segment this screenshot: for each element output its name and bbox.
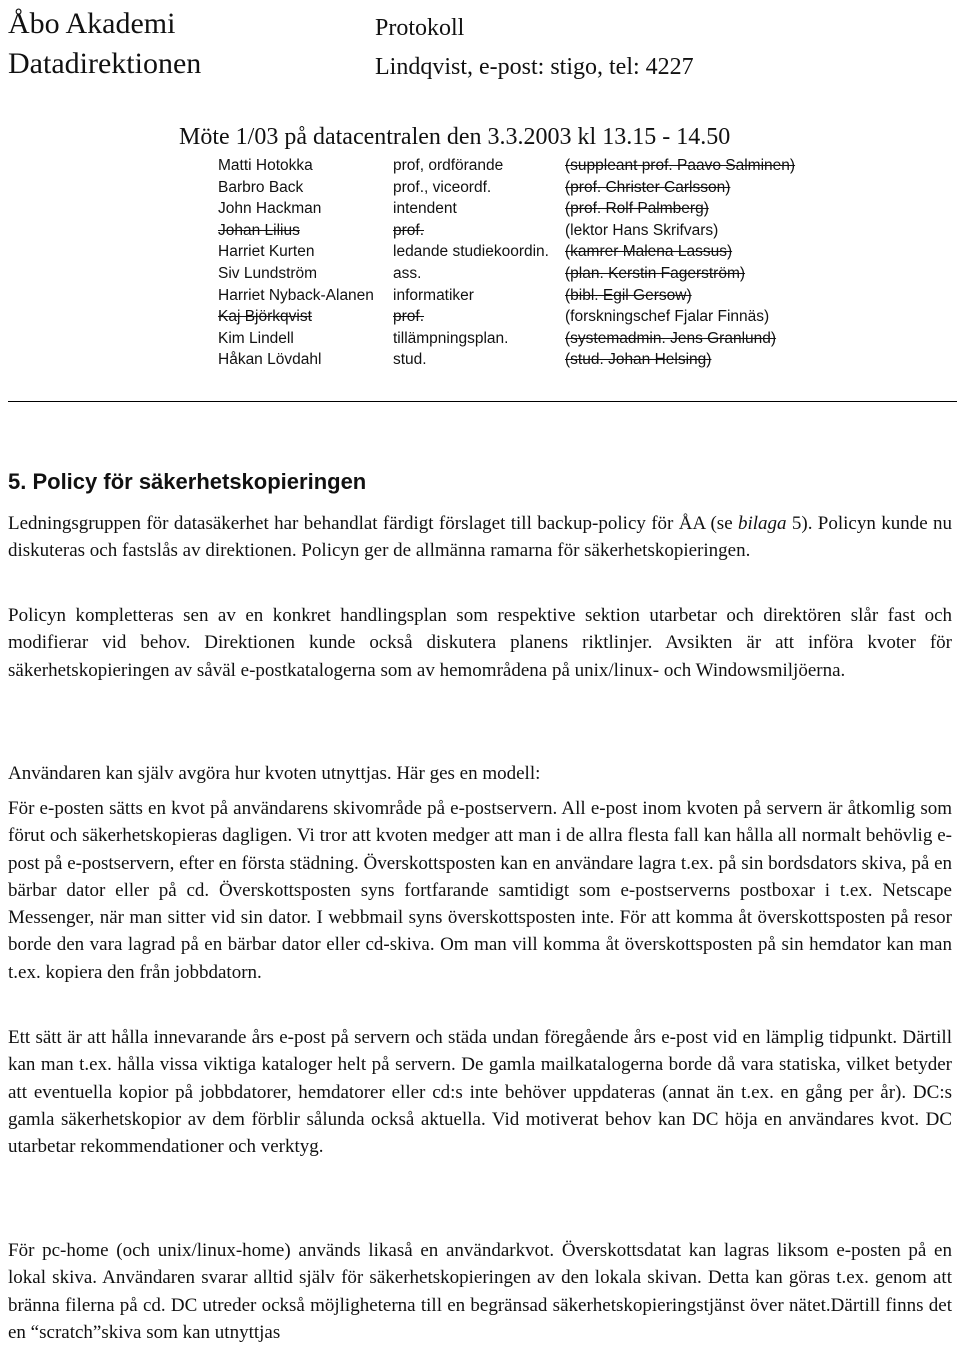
attendee-name: Harriet Kurten xyxy=(218,243,315,261)
attendees-table xyxy=(218,155,795,371)
attendee-row xyxy=(218,198,795,220)
attendee-name: Kaj Björkqvist xyxy=(218,308,312,326)
attendee-role: tillämpningsplan. xyxy=(393,329,509,347)
attendee-deputy: (suppleant prof. Paavo Salminen) xyxy=(565,157,796,174)
attendee-deputy: (bibl. Egil Gersow) xyxy=(565,286,692,304)
paragraph-4: För e-posten sätts en kvot på användarens skivområde på e-postservern. All e-post inom kvoten på servern är åtkomlig som förut och säkerhetskopieras dagligen. Vi tror att kvoten medger att man i de allra flesta fall kan hålla all normalt behövlig e-post på e-postservern, efter en första städning. Överskottsposten kan en användare lagra t.ex. på sin bordsdators skiva, på en bärbar dator eller på cd. Överskottsposten syns fortfarande samtidigt som e-postserverns postboxar i t.ex. Netscape Messenger, när man sitter vid sin dator. I webbmail syns överskottsposten inte. För att komma åt överskottsposten på resor borde den vara lagrad på en bärbar dator eller cd-skiva. Om man vill komma åt överskottsposten på sin hemdator kan man t.ex. kopiera den från jobbdatorn. xyxy=(8,798,952,983)
attendee-role: stud. xyxy=(393,351,427,369)
attendee-deputy: (forskningschef Fjalar Finnäs) xyxy=(565,308,770,326)
attendee-name: Matti Hotokka xyxy=(218,157,313,174)
paragraph-1-italic: bilaga xyxy=(737,513,787,534)
attendee-row xyxy=(218,241,795,263)
attendee-role: intendent xyxy=(393,200,457,218)
attendee-role: prof., viceordf. xyxy=(393,178,492,196)
attendee-deputy: (systemadmin. Jens Granlund) xyxy=(565,329,777,347)
document-type: Protokoll xyxy=(375,15,465,41)
attendee-name: Harriet Nyback-Alanen xyxy=(218,286,374,304)
paragraph-1 xyxy=(8,510,952,565)
org-name: Åbo Akademi xyxy=(8,7,176,40)
attendee-name: Barbro Back xyxy=(218,178,304,196)
attendee-row xyxy=(218,155,795,177)
attendee-row xyxy=(218,285,795,307)
attendee-role: informatiker xyxy=(393,286,474,304)
attendee-role: prof. xyxy=(393,308,425,326)
attendee-name: Siv Lundström xyxy=(218,264,318,282)
paragraph-6: För pc-home (och unix/linux-home) används likaså en användarkvot. Överskottsdatat kan lagras liksom e-posten på en lokal skiva. Användaren svarar alltid själv för säkerhetskopieringen av den lokala skivan. Detta kan göras t.ex. genom att bränna filerna på cd. DC utreder också möjligheterna till en begränsad säkerhetskopieringstjänst över nätet.Därtill finns det en “scratch”skiva som kan utnyttjas xyxy=(8,1240,952,1343)
paragraph-1-text-a: Ledningsgruppen för datasäkerhet har behandlat färdigt förslaget till backup-policy för ÅA (se xyxy=(8,513,738,534)
attendee-role: prof. xyxy=(393,221,425,239)
department-name: Datadirektionen xyxy=(8,47,202,80)
attendee-role: prof, ordförande xyxy=(393,157,504,174)
attendee-deputy: (prof. Rolf Palmberg) xyxy=(565,200,709,218)
paragraph-1-text-b: 5). Policyn kunde nu diskuteras och fastslås av direktionen. Policyn ger de allmänna ramarna för säkerhetskopieringen. xyxy=(8,513,952,562)
attendee-name: Kim Lindell xyxy=(218,329,294,347)
meeting-title: Möte 1/03 på datacentralen den 3.3.2003 kl 13.15 - 14.50 xyxy=(179,124,731,150)
letterhead-organization xyxy=(8,4,201,84)
attendee-name: Håkan Lövdahl xyxy=(218,351,322,369)
attendee-row xyxy=(218,220,795,242)
paragraph-3: Användaren kan själv avgöra hur kvoten utnyttjas. Här ges en modell: xyxy=(8,763,541,784)
attendee-deputy: (stud. Johan Helsing) xyxy=(565,351,712,369)
letterhead-document-info xyxy=(375,9,694,87)
attendee-row xyxy=(218,349,795,371)
attendee-row xyxy=(218,263,795,285)
attendee-name: John Hackman xyxy=(218,200,322,218)
section-heading: 5. Policy för säkerhetskopieringen xyxy=(8,469,367,494)
attendee-name: Johan Lilius xyxy=(218,221,300,239)
attendee-deputy: (plan. Kerstin Fagerström) xyxy=(565,264,746,282)
attendee-row xyxy=(218,177,795,199)
contact-line: Lindqvist, e-post: stigo, tel: 4227 xyxy=(375,54,694,80)
paragraph-2: Policyn kompletteras sen av en konkret handlingsplan som respektive sektion utarbetar och direktören slår fast och modifierar vid behov. Direktionen kunde också diskutera planens riktlinjer. Avsikten är att införa kvoter för säkerhetskopieringen av såväl e-postkatalogerna som av hemområdena på unix/linux- och Windowsmiljöerna. xyxy=(8,605,952,681)
attendee-role: ass. xyxy=(393,264,422,282)
attendee-role: ledande studiekoordin. xyxy=(393,243,549,261)
attendee-row xyxy=(218,306,795,328)
paragraph-5: Ett sätt är att hålla innevarande års e-post på servern och städa undan föregående års e-post vid en lämplig tidpunkt. Därtill kan man t.ex. hålla vissa viktiga kataloger helt på servern. De gamla mailkatalogerna borde då vara statiska, vilket betyder att eventuella kopior på jobbdatorer, hemdatorer eller cd:s inte behöver uppdateras (annat än t.ex. en gång per år). DC:s gamla säkerhetskopior av dem förblir sålunda också aktuella. Vid motiverat behov kan DC höja en användares kvot. DC utarbetar rekommendationer och verktyg. xyxy=(8,1027,952,1158)
divider-line xyxy=(8,401,957,402)
attendees-table-body xyxy=(218,155,795,371)
attendee-deputy: (kamrer Malena Lassus) xyxy=(565,243,733,261)
attendee-deputy: (lektor Hans Skrifvars) xyxy=(565,221,719,239)
attendee-deputy: (prof. Christer Carlsson) xyxy=(565,178,731,196)
attendee-row xyxy=(218,328,795,350)
